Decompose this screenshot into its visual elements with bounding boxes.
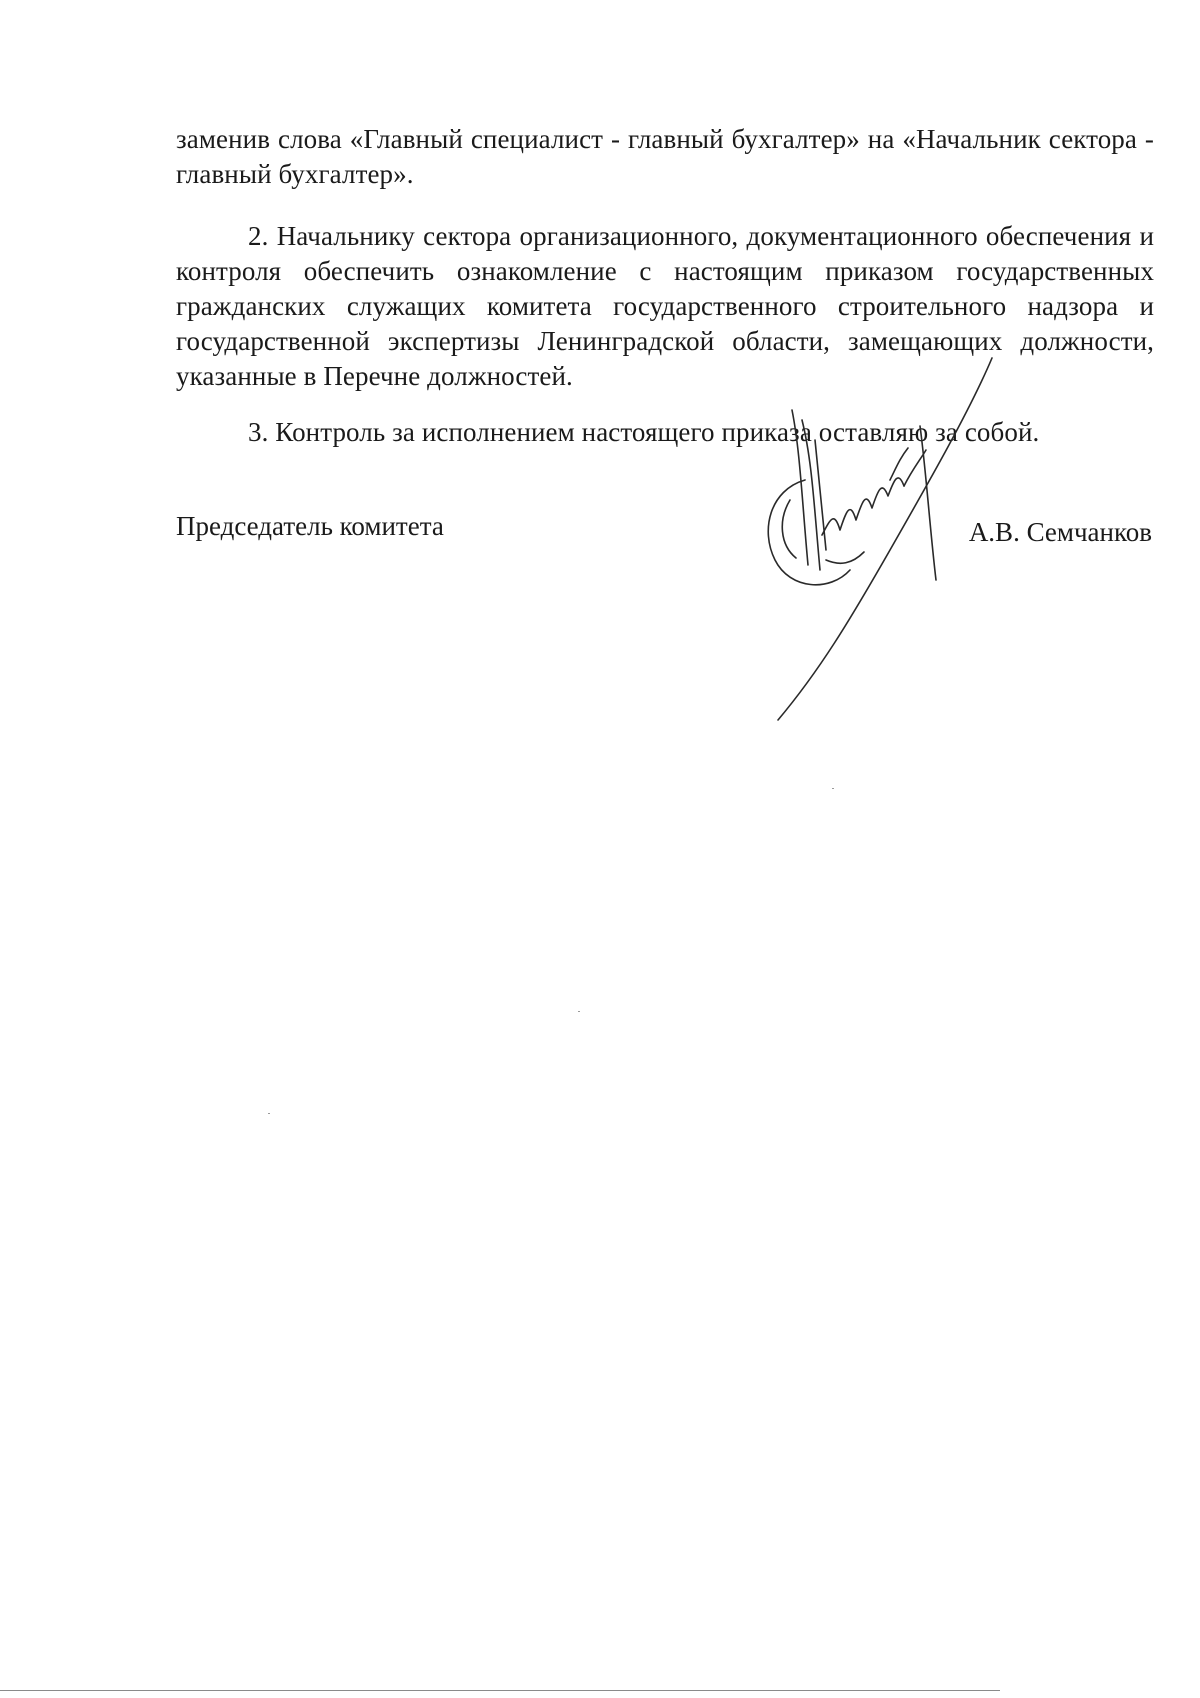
paragraph-item-3: 3. Контроль за исполнением настоящего приказа оставляю за собой.: [248, 417, 1040, 447]
bottom-rule: [0, 1690, 1000, 1691]
scan-speck: [578, 1011, 580, 1012]
paragraph-item-2: 2. Начальнику сектора организационного, документационного обеспечения и контроля обеспечить ознакомление с настоящим приказом государственных гражданских служащих комитета государственного строительного надзора и государственной экспертизы Ленинградской области, замещающих должности, указанные в Перечне должностей.: [176, 221, 1154, 391]
signatory-title: Председатель комитета: [176, 511, 444, 541]
paragraph-amendment: заменив слова «Главный специалист - главный бухгалтер» на «Начальник сектора - главный бухгалтер».: [176, 124, 1154, 189]
scan-speck: [832, 788, 834, 789]
signatory-name: А.В. Семчанков: [968, 517, 1152, 547]
scan-speck: [268, 1113, 270, 1114]
